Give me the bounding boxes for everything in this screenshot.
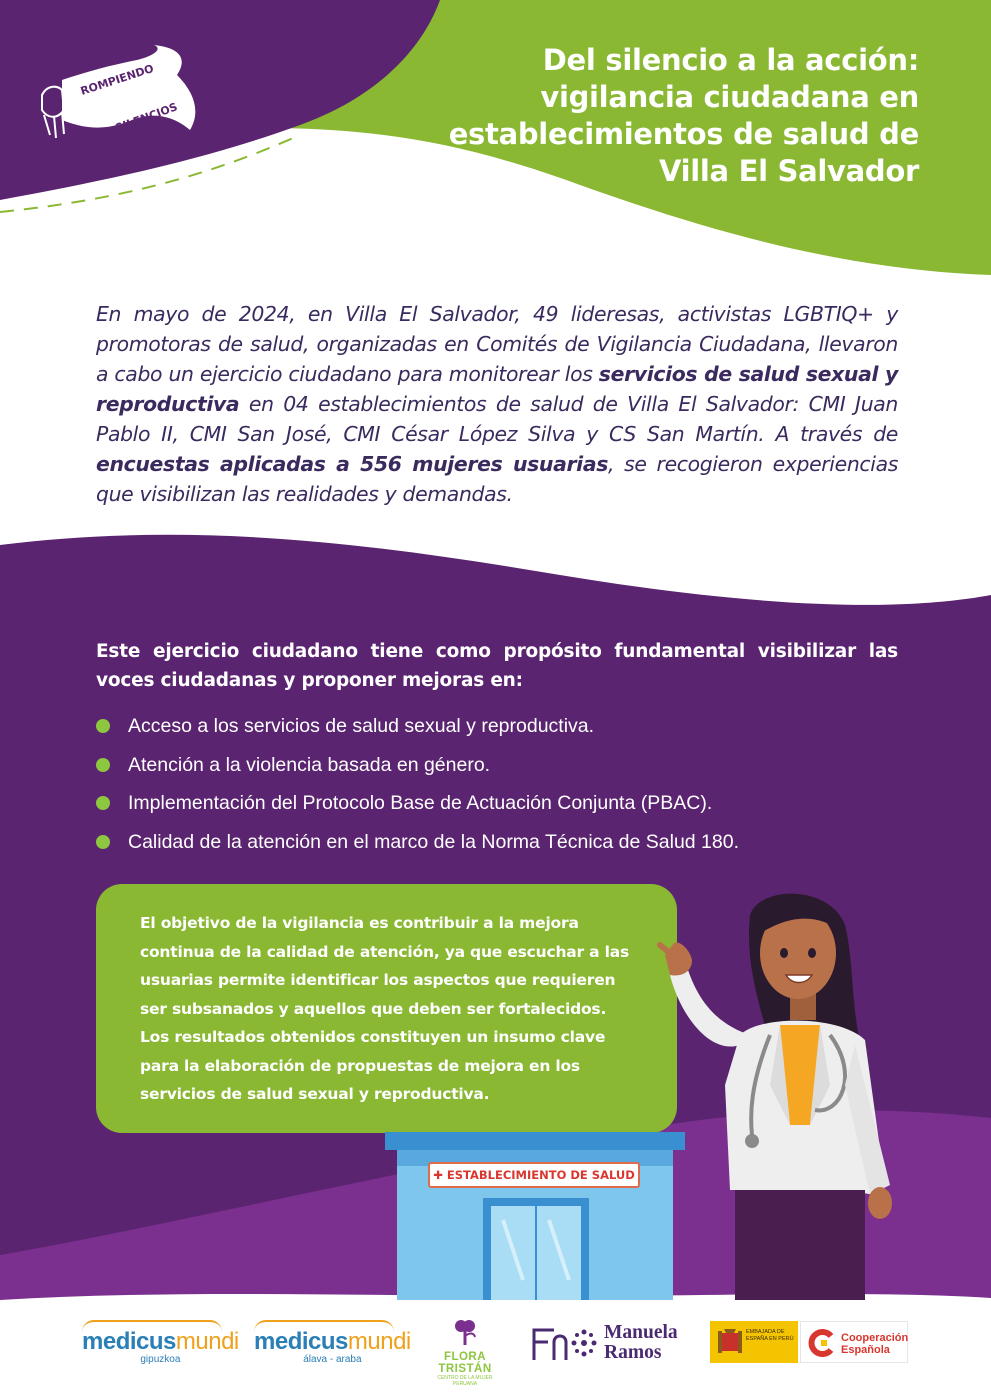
mm1-sub: gipuzkoa xyxy=(140,1354,181,1365)
intro-paragraph xyxy=(96,299,898,509)
manuela-line2: Ramos xyxy=(604,1342,662,1363)
mm2-name-b: mundi xyxy=(347,1328,411,1355)
flora-flower-icon xyxy=(452,1318,478,1346)
list-item-text: Implementación del Protocolo Base de Actuación Conjunta (PBAC). xyxy=(128,792,713,814)
logo-line1: ROMPIENDO xyxy=(78,61,156,98)
mm-arc-icon xyxy=(82,1320,222,1332)
manuela-ramos-logo xyxy=(532,1322,684,1364)
coop-line1: Cooperación xyxy=(841,1332,909,1344)
health-center-sign xyxy=(428,1162,640,1188)
coop-line2: Española xyxy=(841,1344,890,1356)
flora-tristan-logo xyxy=(425,1318,505,1387)
flora-line1: FLORA xyxy=(443,1351,487,1363)
mm1-name-b: mundi xyxy=(175,1328,239,1355)
intro-text-3: , se recogieron experiencias que visibilizan las realidades y demandas. xyxy=(96,452,898,506)
list-item xyxy=(96,749,876,788)
coat-of-arms-icon xyxy=(716,1327,744,1357)
cooperacion-c-icon xyxy=(807,1328,837,1358)
cooperacion-espanola-logo xyxy=(800,1321,908,1363)
red-cross-icon: ✚ xyxy=(433,1168,443,1182)
list-item-text: Acceso a los servicios de salud sexual y reproductiva. xyxy=(128,715,595,737)
list-item xyxy=(96,710,876,749)
title-line-4: Villa El Salvador xyxy=(658,154,919,188)
purpose-heading: Este ejercicio ciudadano tiene como propósito fundamental visibilizar las voces ciudadanas y proponer mejoras en: xyxy=(96,641,898,691)
bullet-dot-icon xyxy=(96,758,110,772)
intro-bold-2: encuestas aplicadas a 556 mujeres usuarias xyxy=(96,452,609,476)
embajada-espana-logo xyxy=(710,1321,798,1363)
title-line-1: Del silencio a la acción: xyxy=(542,43,919,77)
bullet-dot-icon xyxy=(96,719,110,733)
page-title xyxy=(419,42,919,190)
manuela-ramos-icon xyxy=(532,1324,600,1362)
mm-arc-icon xyxy=(254,1320,394,1332)
bullet-dot-icon xyxy=(96,835,110,849)
health-center-sign-text: ESTABLECIMIENTO DE SALUD xyxy=(446,1168,635,1182)
list-item xyxy=(96,787,876,826)
flora-line2: TRISTÁN xyxy=(438,1363,492,1375)
mm1-name-a: medicus xyxy=(82,1328,176,1355)
medicusmundi-gipuzkoa-logo xyxy=(82,1328,239,1365)
manuela-line1: Manuela xyxy=(604,1322,678,1343)
mm2-sub: álava - araba xyxy=(303,1354,362,1365)
intro-text-1: En mayo de 2024, en Villa El Salvador, 49 lideresas, activistas LGBTIQ+ y promotoras de salud, organizadas en Comités de Vigilancia Ciudadana, llevaron a cabo un ejercicio ciudadano para monitorear los xyxy=(96,302,898,386)
objective-text: El objetivo de la vigilancia es contribuir a la mejora continua de la calidad de atención, ya que escuchar a las usuarias permite identificar los aspectos que requieren ser subsanados y aquellos que deben ser fortalecidos. Los resultados obtenidos constituyen un insumo clave para la elaboración de propuestas de mejora en los servicios de salud sexual y reproductiva. xyxy=(140,914,630,1103)
title-line-2: vigilancia ciudadana en xyxy=(540,80,919,114)
manuela-ramos-name xyxy=(604,1323,678,1363)
mm2-name-a: medicus xyxy=(254,1328,348,1355)
purpose-list xyxy=(96,710,876,864)
list-item xyxy=(96,826,876,865)
flora-sub: CENTRO DE LA MUJER PERUANA xyxy=(437,1375,493,1387)
intro-bold-1: servicios de salud sexual y reproductiva xyxy=(96,362,898,416)
list-item-text: Calidad de la atención en el marco de la Norma Técnica de Salud 180. xyxy=(128,830,740,853)
title-line-3: establecimientos de salud de xyxy=(448,117,919,151)
cooperacion-text xyxy=(841,1332,908,1356)
intro-text-2: en 04 establecimientos de salud de Villa El Salvador: CMI Juan Pablo II, CMI San José, CMI César López Silva y CS San Martín. A través de xyxy=(96,392,898,446)
doctor-illustration xyxy=(640,885,910,1300)
list-item-text: Atención a la violencia basada en género. xyxy=(128,753,491,776)
bullet-dot-icon xyxy=(96,796,110,810)
embajada-text: EMBAJADA DE ESPAÑA EN PERÚ xyxy=(746,1329,794,1342)
medicusmundi-alava-logo xyxy=(254,1328,411,1365)
rompiendo-silencios-logo xyxy=(32,40,207,150)
logo-line2: SILENCIOS xyxy=(113,100,180,135)
